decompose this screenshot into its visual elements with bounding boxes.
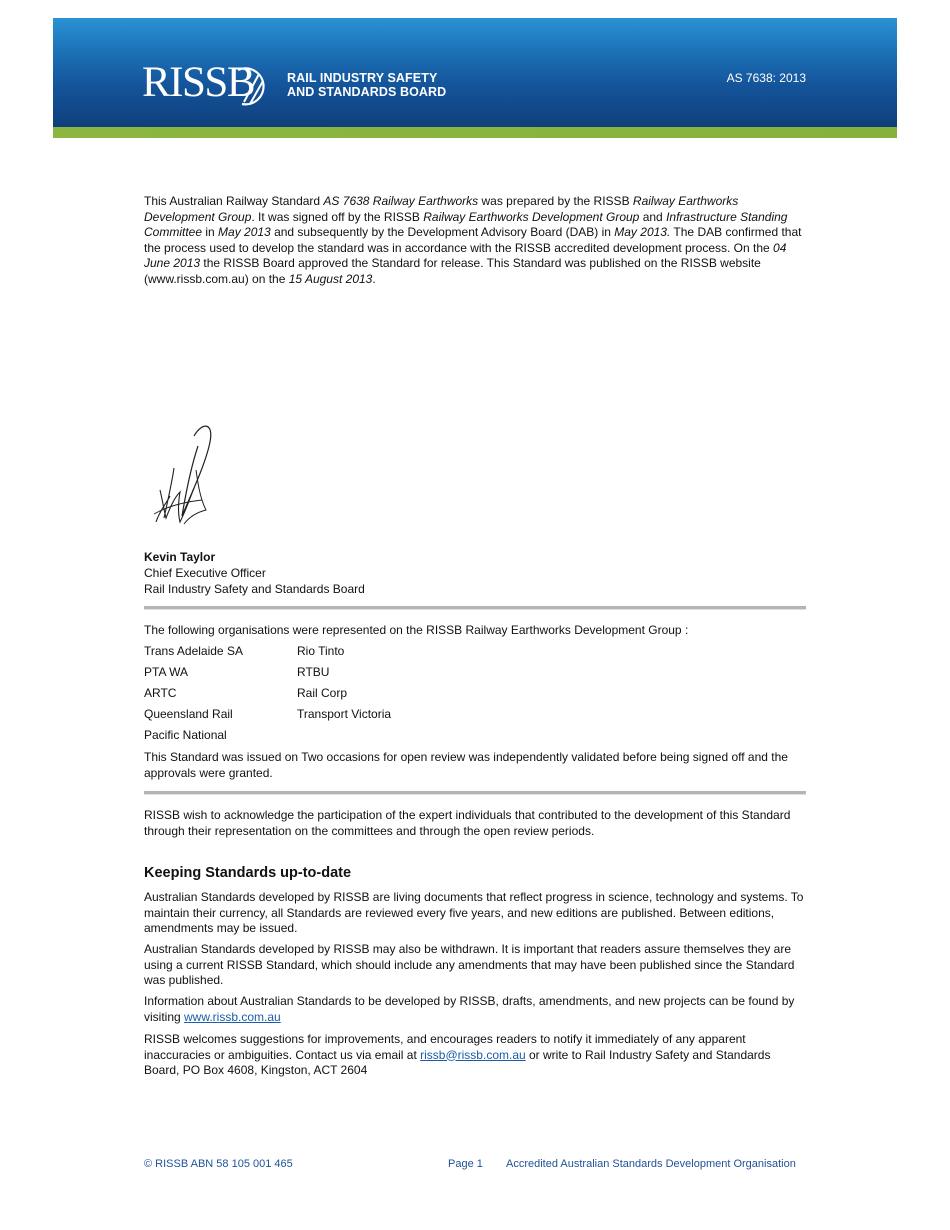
organisation-item: RTBU (297, 665, 330, 679)
signatory-title: Chief Executive Officer (144, 566, 266, 580)
keeping-paragraph-3 (144, 994, 809, 1025)
intro-italic: Railway Earthworks Development Group (423, 209, 640, 224)
intro-text: in (202, 225, 219, 239)
intro-text: and (639, 209, 667, 224)
organisation-item: Transport Victoria (297, 707, 392, 721)
organisation-item: Pacific National (144, 728, 227, 742)
intro-paragraph (144, 194, 809, 287)
organisation-item: PTA WA (144, 665, 189, 679)
keeping-paragraph-4 (144, 1032, 809, 1079)
keeping-paragraph-4-text: or write to Rail Industry Safety and Standards Board, PO Box 4608, Kingston, ACT 2604 (144, 1047, 771, 1077)
organisation-item: Trans Adelaide SA (144, 644, 243, 658)
section-heading: Keeping Standards up-to-date (144, 865, 352, 881)
organisation-item: Queensland Rail (144, 707, 233, 721)
intro-text: . It was signed off by the RISSB (251, 209, 424, 224)
intro-italic: AS 7638 Railway Earthworks (323, 194, 479, 208)
keeping-paragraph-4-text: RISSB welcomes suggestions for improvements, and encourages readers to notify it immediately of any apparent inaccuracies or ambiguities. Contact us via email at (144, 1032, 746, 1062)
header-green-band (53, 127, 897, 138)
rissb-website-link[interactable]: www.rissb.com.au (184, 1009, 281, 1024)
intro-italic: 04 June 2013 (144, 240, 787, 270)
footer-page-number: Page 1 (448, 1158, 483, 1170)
signatory-block (144, 549, 644, 597)
rissb-logo-text: RISSB (142, 59, 255, 106)
keeping-paragraph-1: Australian Standards developed by RISSB are living documents that reflect progress in science, technology and systems. To maintain their currency, all Standards are reviewed every five years, and new editions are published. Between editions, amendments may be issued. (144, 890, 804, 935)
intro-italic: Railway Earthworks Development Group (144, 194, 739, 224)
rissb-logo-icon (232, 64, 272, 108)
organisation-item: Rio Tinto (297, 644, 345, 658)
intro-text: The DAB confirmed that the process used to develop the standard was in accordance with the RISSB accredited development process. On the (144, 225, 802, 255)
intro-text: . (372, 271, 376, 286)
organisations-intro: The following organisations were represented on the RISSB Railway Earthworks Development Group : (144, 623, 689, 637)
intro-text: the RISSB Board approved the Standard for release. This Standard was published on the RISSB website (www.rissb.com.au) on the (144, 256, 761, 286)
signature-image (150, 418, 220, 530)
intro-text: and subsequently by the Development Advisory Board (DAB) in (270, 225, 615, 239)
intro-italic: May 2013. (614, 225, 671, 239)
acknowledgement-paragraph: RISSB wish to acknowledge the participation of the expert individuals that contributed to the development of this Standard through their representation on the committees and through the open review periods. (144, 808, 791, 838)
keeping-paragraph-2: Australian Standards developed by RISSB may also be withdrawn. It is important that readers assure themselves they are using a current RISSB Standard, which should include any amendments that may have been published since the Standard was published. (144, 942, 795, 987)
intro-italic: May 2013 (218, 225, 271, 239)
intro-italic: 15 August 2013 (288, 271, 373, 286)
footer-copyright: © RISSB ABN 58 105 001 465 (144, 1158, 293, 1170)
divider (144, 606, 806, 610)
intro-text: This Australian Railway Standard (144, 194, 324, 208)
footer-accreditation: Accredited Australian Standards Development Organisation (506, 1158, 796, 1170)
divider (144, 791, 806, 795)
rissb-email-link[interactable]: rissb@rissb.com.au (420, 1047, 526, 1062)
signatory-organisation: Rail Industry Safety and Standards Board (144, 582, 365, 596)
rissb-full-name (287, 71, 446, 99)
org-name-line1: RAIL INDUSTRY SAFETY (287, 71, 438, 85)
signatory-name: Kevin Taylor (144, 550, 216, 564)
keeping-paragraph-3-text: Information about Australian Standards to be developed by RISSB, drafts, amendments, and new projects can be found by visiting (144, 994, 795, 1024)
document-code: AS 7638: 2013 (726, 71, 806, 85)
intro-italic: Infrastructure Standing Committee (144, 209, 788, 239)
review-paragraph: This Standard was issued on Two occasions for open review was independently validated before being signed off and the approvals were granted. (144, 750, 788, 780)
intro-text: was prepared by the RISSB (478, 194, 633, 208)
org-name-line2: AND STANDARDS BOARD (287, 85, 447, 99)
organisation-item: Rail Corp (297, 686, 348, 700)
organisation-item: ARTC (144, 686, 177, 700)
